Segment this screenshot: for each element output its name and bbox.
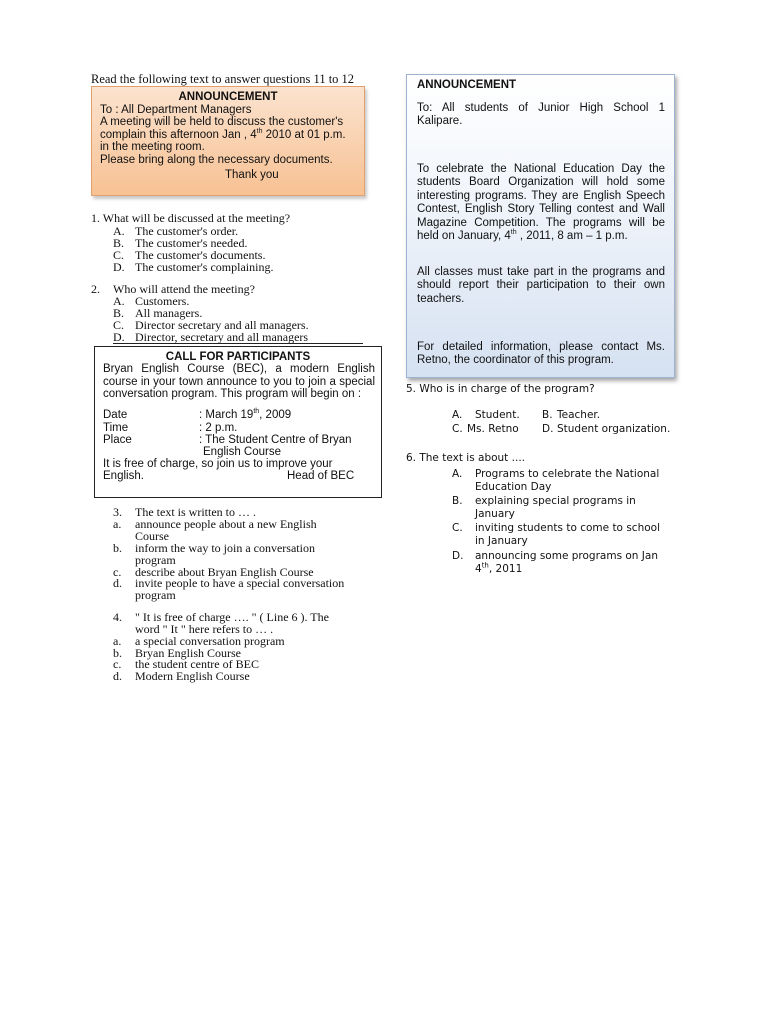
option-letter: A.	[113, 294, 125, 308]
announcement-title: ANNOUNCEMENT	[417, 79, 517, 91]
option-letter: C.	[113, 248, 125, 262]
question-1	[91, 212, 290, 224]
option-letter: a.	[113, 517, 122, 531]
option-text: Student.	[475, 409, 520, 421]
announcement-paragraph: For detailed information, please contact Ms. Retno, the coordinator of this program.	[417, 341, 665, 367]
free-text: It is free of charge, so join us to improve your	[103, 458, 333, 470]
question-text: word " It " here refers to … .	[135, 622, 274, 636]
date-label: Date	[103, 409, 128, 421]
announcement-paragraph: To celebrate the National Education Day the students Board Organization will hold some interesting programs. They are English Speech Contest, English Story Telling contest and Wall Magazine Competition. The programs will be held on January, 4th , 2011, 8 am – 1 p.m.	[417, 163, 665, 243]
option-letter: d.	[113, 669, 122, 683]
option-letter: D.	[113, 260, 125, 274]
announcement-to: To : All Department Managers	[100, 103, 252, 116]
question-text: 5. Who is in charge of the program?	[406, 383, 595, 395]
option-letter: B.	[452, 495, 463, 507]
option-text: Customers.	[135, 294, 190, 308]
announcement-line: Please bring along the necessary documents.	[100, 153, 333, 166]
option-text: a special conversation program	[135, 634, 285, 648]
option-letter: b.	[113, 541, 122, 555]
option-letter: d.	[113, 576, 122, 590]
option-letter: B.	[113, 236, 125, 250]
option-text: 4th, 2011	[475, 561, 523, 575]
option-text: explaining special programs in	[475, 495, 636, 507]
option-letter: A.	[452, 409, 463, 421]
time-label: Time	[103, 422, 129, 434]
option-text: describe about Bryan English Course	[135, 565, 314, 579]
option-text: announcing some programs on Jan	[475, 550, 658, 562]
question-text: 6. The text is about ....	[406, 452, 525, 464]
option-text: The customer's order.	[135, 224, 239, 238]
announcement-to: To: All students of Junior High School 1 Kalipare.	[417, 102, 665, 128]
option-letter: A.	[452, 468, 463, 480]
announcement-thanks: Thank you	[225, 169, 279, 181]
question-text: Who will attend the meeting?	[113, 282, 255, 296]
time-value: : 2 p.m.	[199, 422, 238, 434]
option-text: program	[135, 553, 176, 567]
question-number: 2.	[91, 282, 100, 296]
question-number: 4.	[113, 610, 122, 624]
place-label: Place	[103, 434, 132, 446]
call-paragraph: Bryan English Course (BEC), a modern English course in your town announce to you to join a special conversation program. This program will begin on :	[103, 363, 375, 401]
place-value: : The Student Centre of Bryan	[199, 434, 352, 446]
announcement-line: complain this afternoon Jan , 4th 2010 at 01 p.m.	[100, 127, 346, 141]
option-text: Director secretary and all managers.	[135, 318, 309, 332]
call-for-participants-box	[94, 346, 382, 498]
option-text: Ms. Retno	[467, 423, 519, 435]
option-text: The customer's needed.	[135, 236, 248, 250]
option-letter: D.	[113, 330, 125, 344]
option-text: January	[475, 508, 515, 520]
option-text: program	[135, 588, 176, 602]
option-letter: c.	[113, 565, 122, 579]
option-letter: B.	[542, 409, 553, 421]
question-number: 3.	[113, 505, 122, 519]
option-text: The customer's complaining.	[135, 260, 274, 274]
option-letter: D.	[542, 423, 554, 435]
option-text: the student centre of BEC	[135, 657, 259, 671]
option-text: in January	[475, 535, 528, 547]
announcement-line: in the meeting room.	[100, 141, 205, 153]
option-letter: C.	[113, 318, 125, 332]
option-text: Director, secretary and all managers	[135, 330, 309, 344]
option-letter: c.	[113, 657, 122, 671]
option-text: Teacher.	[557, 409, 601, 421]
date-value: : March 19th, 2009	[199, 408, 292, 421]
option-text: Modern English Course	[135, 669, 250, 683]
place-value-cont: English Course	[203, 446, 281, 458]
option-text: announce people about a new English	[135, 517, 317, 531]
option-text: Student organization.	[557, 423, 671, 435]
option-text: Programs to celebrate the National	[475, 468, 660, 480]
option-letter: a.	[113, 634, 122, 648]
announcement-students-box	[406, 74, 675, 378]
divider	[113, 343, 363, 344]
option-letter: C.	[452, 522, 463, 534]
question-text: 1. What will be discussed at the meeting?	[91, 211, 291, 225]
english-text: English.	[103, 470, 144, 482]
option-text: inform the way to join a conversation	[135, 541, 315, 555]
option-text: The customer's documents.	[135, 248, 266, 262]
announcement-managers-box	[91, 86, 365, 196]
option-text: All managers.	[135, 306, 203, 320]
question-text: The text is written to … .	[135, 505, 256, 519]
option-text: Bryan English Course	[135, 646, 241, 660]
announcement-title: ANNOUNCEMENT	[178, 91, 278, 103]
intro-text: Read the following text to answer questions 11 to 12	[91, 72, 355, 86]
announcement-line: A meeting will be held to discuss the customer's	[100, 116, 344, 128]
option-text: invite people to have a special conversation	[135, 576, 345, 590]
question-text: " It is free of charge …. " ( Line 6 ). The	[135, 610, 329, 624]
option-letter: A.	[113, 224, 125, 238]
signature: Head of BEC	[287, 470, 355, 482]
option-text: Education Day	[475, 481, 552, 493]
announcement-paragraph: All classes must take part in the programs and should report their participation to their own teachers.	[417, 266, 665, 305]
option-letter: D.	[452, 550, 464, 562]
call-title: CALL FOR PARTICIPANTS	[165, 351, 311, 363]
option-letter: b.	[113, 646, 122, 660]
option-letter: B.	[113, 306, 125, 320]
option-letter: C.	[452, 423, 463, 435]
option-text: inviting students to come to school	[475, 522, 660, 534]
option-text: Course	[135, 529, 169, 543]
